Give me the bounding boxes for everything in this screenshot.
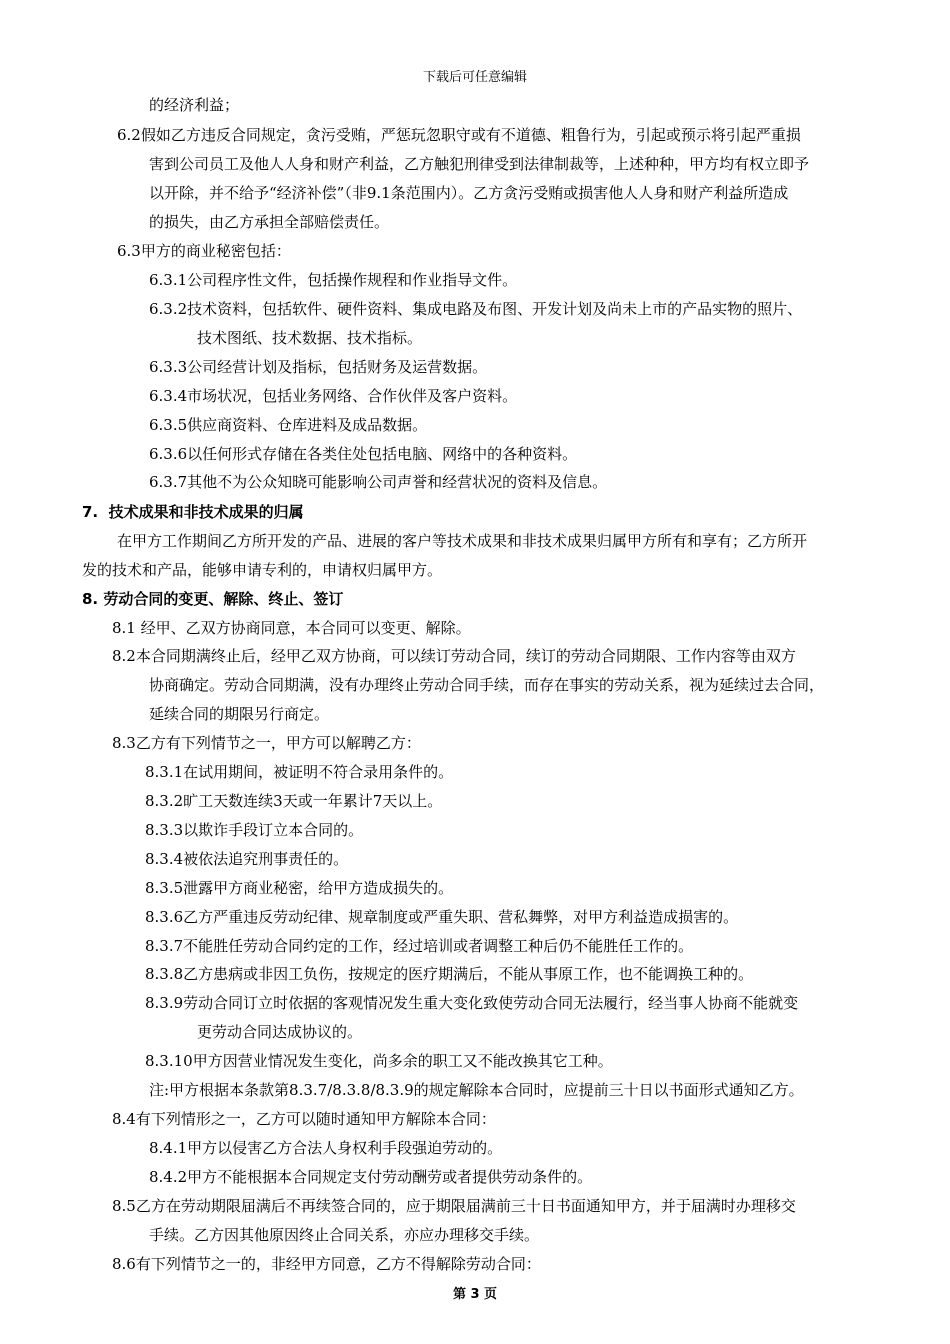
text-line: 6.3.6以任何形式存储在各类住处包括电脑、网络中的各种资料。 <box>149 445 578 463</box>
text-line: 发的技术和产品，能够申请专利的，申请权归属甲方。 <box>82 561 443 579</box>
text-line: 8.1 经甲、乙双方协商同意，本合同可以变更、解除。 <box>112 619 471 637</box>
page-header: 下载后可任意编辑 <box>422 70 527 85</box>
text-line: 6.3.2技术资料，包括软件、硬件资料、集成电路及布图、开发计划及尚未上市的产品实物的照片、 <box>149 300 803 318</box>
text-line: 以开除，并不给予“经济补偿”（非9.1条范围内）。乙方贪污受贿或损害他人人身和财产利益所造成 <box>149 184 789 202</box>
note-line: 注:甲方根据本条款第8.3.7/8.3.8/8.3.9的规定解除本合同时，应提前三十日以书面形式通知乙方。 <box>149 1081 804 1099</box>
text-line: 8.3.9劳动合同订立时依据的客观情况发生重大变化致使劳动合同无法履行，经当事人协商不能就变 <box>145 994 799 1012</box>
text-line: 8.3.8乙方患病或非因工负伤，按规定的医疗期满后，不能从事原工作，也不能调换工种的。 <box>145 965 754 983</box>
text-line: 6.3.3公司经营计划及指标，包括财务及运营数据。 <box>149 358 488 376</box>
text-line: 8.3.4被依法追究刑事责任的。 <box>145 850 349 868</box>
text-line: 8.3.3以欺诈手段订立本合同的。 <box>145 821 364 839</box>
section-heading: 8. 劳动合同的变更、解除、终止、签订 <box>82 590 344 608</box>
text-line: 更劳动合同达成协议的。 <box>197 1023 363 1041</box>
text-line: 8.3.6乙方严重违反劳动纪律、规章制度或严重失职、营私舞弊，对甲方利益造成损害的。 <box>145 908 739 926</box>
text-line: 8.3.5泄露甲方商业秘密，给甲方造成损失的。 <box>145 879 454 897</box>
text-line: 8.3.7不能胜任劳动合同约定的工作，经过培训或者调整工种后仍不能胜任工作的。 <box>145 937 694 955</box>
text-line: 技术图纸、技术数据、技术指标。 <box>197 329 423 347</box>
text-line: 延续合同的期限另行商定。 <box>149 705 330 723</box>
text-line: 害到公司员工及他人人身和财产利益，乙方触犯刑律受到法律制裁等，上述种种，甲方均有权立即予 <box>149 155 810 173</box>
page-number: 第 3 页 <box>452 1287 498 1302</box>
text-line: 6.2假如乙方违反合同规定，贪污受贿，严惩玩忽职守或有不道德、粗鲁行为，引起或预示将引起严重损 <box>117 126 801 144</box>
text-line: 的损失，由乙方承担全部赔偿责任。 <box>149 213 390 231</box>
text-line: 手续。乙方因其他原因终止合同关系，亦应办理移交手续。 <box>149 1226 540 1244</box>
text-line: 的经济利益； <box>149 96 240 114</box>
text-line: 8.3乙方有下列情节之一，甲方可以解聘乙方： <box>112 734 421 752</box>
text-line: 8.2本合同期满终止后，经甲乙双方协商，可以续订劳动合同，续订的劳动合同期限、工作内容等由双方 <box>112 647 796 665</box>
text-line: 6.3.4市场状况，包括业务网络、合作伙伴及客户资料。 <box>149 387 518 405</box>
text-line: 协商确定。劳动合同期满，没有办理终止劳动合同手续，而存在事实的劳动关系，视为延续过去合同， <box>149 676 825 694</box>
text-line: 8.4.2甲方不能根据本合同规定支付劳动酬劳或者提供劳动条件的。 <box>149 1168 593 1186</box>
text-line: 8.4有下列情形之一，乙方可以随时通知甲方解除本合同： <box>112 1110 496 1128</box>
text-line: 8.4.1甲方以侵害乙方合法人身权利手段强迫劳动的。 <box>149 1139 503 1157</box>
text-line: 6.3.1公司程序性文件，包括操作规程和作业指导文件。 <box>149 271 518 289</box>
text-line: 8.6有下列情节之一的，非经甲方同意，乙方不得解除劳动合同： <box>112 1255 541 1273</box>
text-line: 在甲方工作期间乙方所开发的产品、进展的客户等技术成果和非技术成果归属甲方所有和享有；乙方所开 <box>117 532 808 550</box>
text-line: 8.3.1在试用期间，被证明不符合录用条件的。 <box>145 763 454 781</box>
text-line: 6.3.5供应商资料、仓库进料及成品数据。 <box>149 416 428 434</box>
text-line: 8.3.10甲方因营业情况发生变化，尚多余的职工又不能改换其它工种。 <box>145 1052 613 1070</box>
text-line: 8.3.2旷工天数连续3天或一年累计7天以上。 <box>145 792 443 810</box>
text-line: 6.3.7其他不为公众知晓可能影响公司声誉和经营状况的资料及信息。 <box>149 473 608 491</box>
text-line: 8.5乙方在劳动期限届满后不再续签合同的，应于期限届满前三十日书面通知甲方，并于届满时办理移交 <box>112 1197 796 1215</box>
text-line: 6.3甲方的商业秘密包括： <box>117 242 291 260</box>
section-heading: 7. 技术成果和非技术成果的归属 <box>82 503 304 521</box>
